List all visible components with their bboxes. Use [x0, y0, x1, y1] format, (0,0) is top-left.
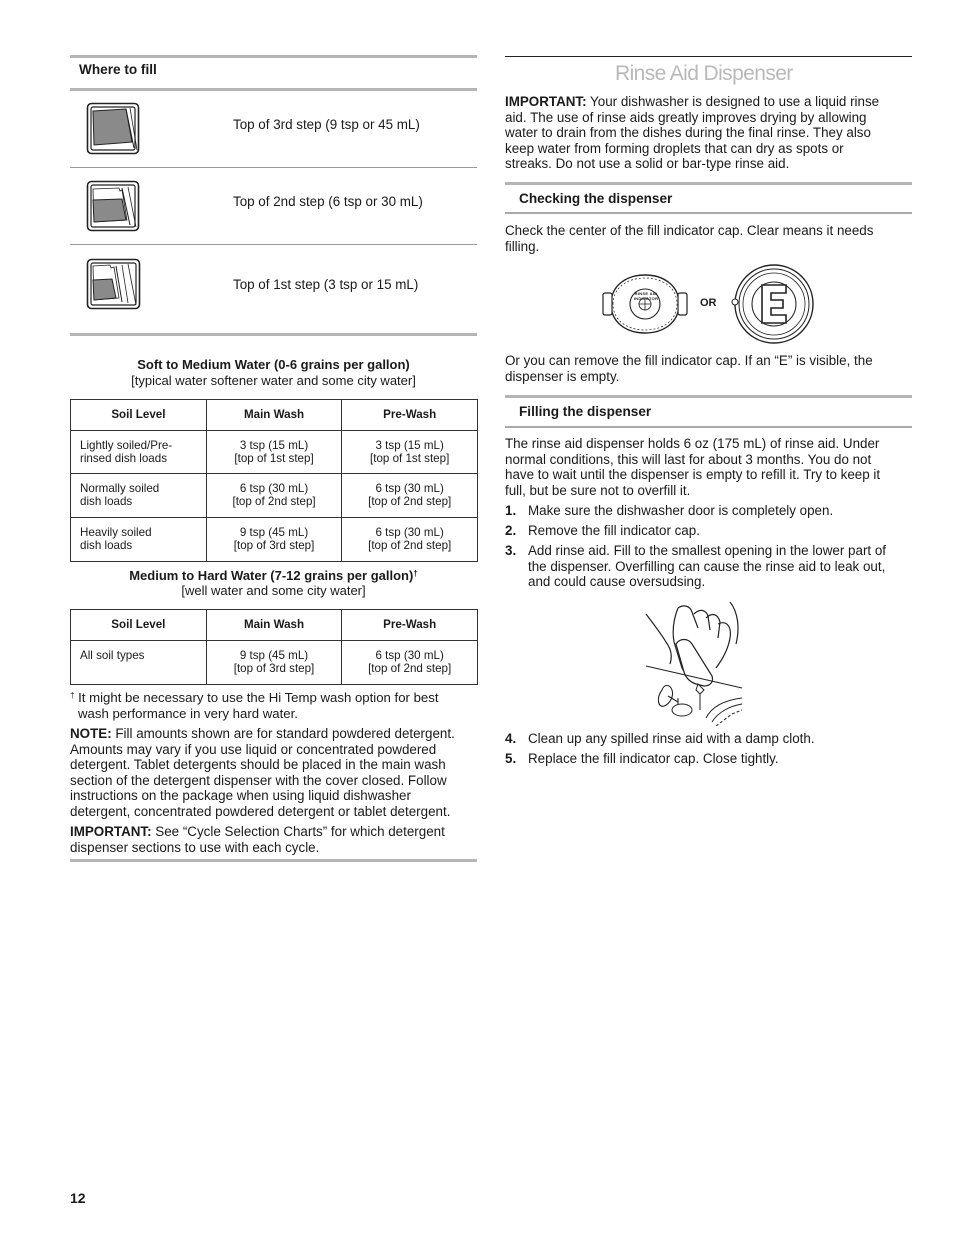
important-label: IMPORTANT:	[70, 824, 152, 839]
filling-paragraph: The rinse aid dispenser holds 6 oz (175 mL) of rinse aid. Under normal conditions, this will last for about 3 months. You do not have to wait until the dispenser is empty to refill it. Try to keep it full, but be sure not to overfill it.	[505, 436, 881, 498]
rinse-important-paragraph: IMPORTANT: Your dishwasher is designed to use a liquid rinse aid. The use of rinse aids greatly improves drying by allowing water to drain from the dishes during the final rinse. They also keep water from forming droplets that can dry as spots or streaks. Do not use a solid or bar-type rinse aid.	[505, 94, 880, 172]
fill-row-label: Top of 2nd step (6 tsp or 30 mL)	[233, 194, 423, 209]
soil-level: dish loads	[80, 494, 133, 508]
main-wash-amount: 6 tsp (30 mL)	[239, 482, 309, 495]
pre-wash-step: [top of 2nd step]	[368, 538, 452, 552]
list-item: 4. Clean up any spilled rinse aid with a damp cloth.	[505, 731, 815, 746]
empty-indicator-icon	[728, 262, 816, 346]
hard-water-subtitle: [well water and some city water]	[181, 583, 366, 598]
cap-label: RINSE AID INDICATOR	[633, 291, 659, 301]
pouring-rinse-aid-illustration	[642, 598, 744, 726]
pre-wash-amount: 3 tsp (15 mL)	[375, 439, 444, 452]
rule	[505, 395, 912, 398]
filling-steps	[505, 503, 915, 594]
main-wash-amount: 3 tsp (15 mL)	[239, 439, 309, 452]
important-paragraph: IMPORTANT: See “Cycle Selection Charts” for which detergent dispenser sections to use with each cycle.	[70, 824, 445, 855]
important-label: IMPORTANT:	[505, 94, 587, 109]
filling-steps-continued	[505, 731, 915, 771]
hard-water-table	[70, 609, 478, 685]
pre-wash-amount: 6 tsp (30 mL)	[375, 526, 444, 539]
rule	[70, 244, 477, 245]
pre-wash-step: [top of 2nd step]	[368, 661, 452, 675]
soil-level: dish loads	[80, 538, 133, 552]
top-rule-left	[70, 55, 477, 58]
column-header: Soil Level	[71, 400, 207, 431]
list-item: 2. Remove the fill indicator cap.	[505, 523, 700, 539]
hard-water-title: Medium to Hard Water (7-12 grains per gallon)†	[129, 568, 418, 583]
dispenser-3rd-step-icon	[86, 102, 142, 156]
column-header: Main Wash	[206, 400, 342, 431]
table-row	[71, 641, 478, 685]
table-row	[71, 474, 478, 518]
remove-cap-paragraph: Or you can remove the fill indicator cap. If an “E” is visible, the dispenser is empty.	[505, 353, 873, 384]
pre-wash-step: [top of 1st step]	[370, 451, 450, 465]
main-wash-amount: 9 tsp (45 mL)	[239, 649, 309, 662]
soil-level: rinsed dish loads	[80, 451, 168, 465]
or-label: OR	[700, 297, 717, 309]
table-row	[71, 431, 478, 474]
dispenser-2nd-step-icon	[86, 180, 142, 233]
rule	[505, 426, 912, 428]
checking-paragraph: Check the center of the fill indicator cap. Clear means it needs filling.	[505, 223, 874, 254]
column-header: Soil Level	[71, 610, 207, 641]
table-row	[71, 518, 478, 562]
column-header: Main Wash	[206, 610, 342, 641]
main-wash-step: [top of 1st step]	[234, 451, 314, 465]
soil-level: All soil types	[80, 649, 145, 662]
list-item: 1. Make sure the dishwasher door is completely open.	[505, 503, 834, 518]
pre-wash-amount: 6 tsp (30 mL)	[375, 482, 444, 495]
soil-level: Lightly soiled/Pre-	[80, 439, 173, 452]
column-header: Pre-Wash	[342, 400, 478, 431]
pre-wash-step: [top of 2nd step]	[368, 494, 452, 508]
where-to-fill-heading: Where to fill	[79, 62, 157, 77]
top-rule-right	[505, 56, 912, 57]
soil-level: Normally soiled	[80, 482, 160, 495]
list-item: 5. Replace the fill indicator cap. Close tightly.	[505, 751, 779, 767]
indicator-cap-icon	[601, 271, 689, 337]
page-title: Rinse Aid Dispenser	[615, 62, 793, 85]
main-wash-step: [top of 3rd step]	[233, 661, 315, 675]
rule	[505, 182, 912, 185]
rule	[70, 167, 477, 168]
footnote: † It might be necessary to use the Hi Temp wash option for best wash performance in very hard water.	[70, 690, 439, 721]
bottom-rule-left	[70, 859, 477, 862]
dagger-mark: †	[70, 691, 75, 700]
dispenser-1st-step-icon	[86, 258, 143, 311]
fill-row-label: Top of 1st step (3 tsp or 15 mL)	[233, 277, 419, 292]
note-paragraph: NOTE: Fill amounts shown are for standard powdered detergent. Amounts may vary if you use liquid or concentrated powdered detergent. Tablet detergents should be placed in the main wash section of the detergent dispenser with the cover closed. Follow instructions on the package when using liquid dishwasher detergent, concentrated powdered detergent or tablet detergent.	[70, 726, 455, 819]
soft-water-subtitle: [typical water softener water and some city water]	[131, 373, 416, 388]
soil-level: Heavily soiled	[80, 526, 152, 539]
main-wash-step: [top of 3rd step]	[233, 538, 315, 552]
list-item: 3. Add rinse aid. Fill to the smallest opening in the lower part of the dispenser. Overfilling can cause the rinse aid to leak out, and could cause oversudsing.	[505, 543, 887, 590]
checking-heading: Checking the dispenser	[519, 191, 673, 206]
main-wash-amount: 9 tsp (45 mL)	[239, 526, 309, 539]
rule	[505, 212, 912, 214]
soft-water-title: Soft to Medium Water (0-6 grains per gallon)	[137, 357, 410, 372]
dagger-mark: †	[413, 569, 418, 578]
soft-water-table	[70, 399, 478, 562]
note-label: NOTE:	[70, 726, 112, 741]
main-wash-step: [top of 2nd step]	[232, 494, 316, 508]
rule	[70, 88, 477, 91]
column-header: Pre-Wash	[342, 610, 478, 641]
fill-row-label: Top of 3rd step (9 tsp or 45 mL)	[233, 117, 420, 132]
filling-heading: Filling the dispenser	[519, 404, 652, 419]
page-number: 12	[70, 1190, 86, 1206]
rule	[70, 333, 477, 336]
pre-wash-amount: 6 tsp (30 mL)	[375, 649, 444, 662]
